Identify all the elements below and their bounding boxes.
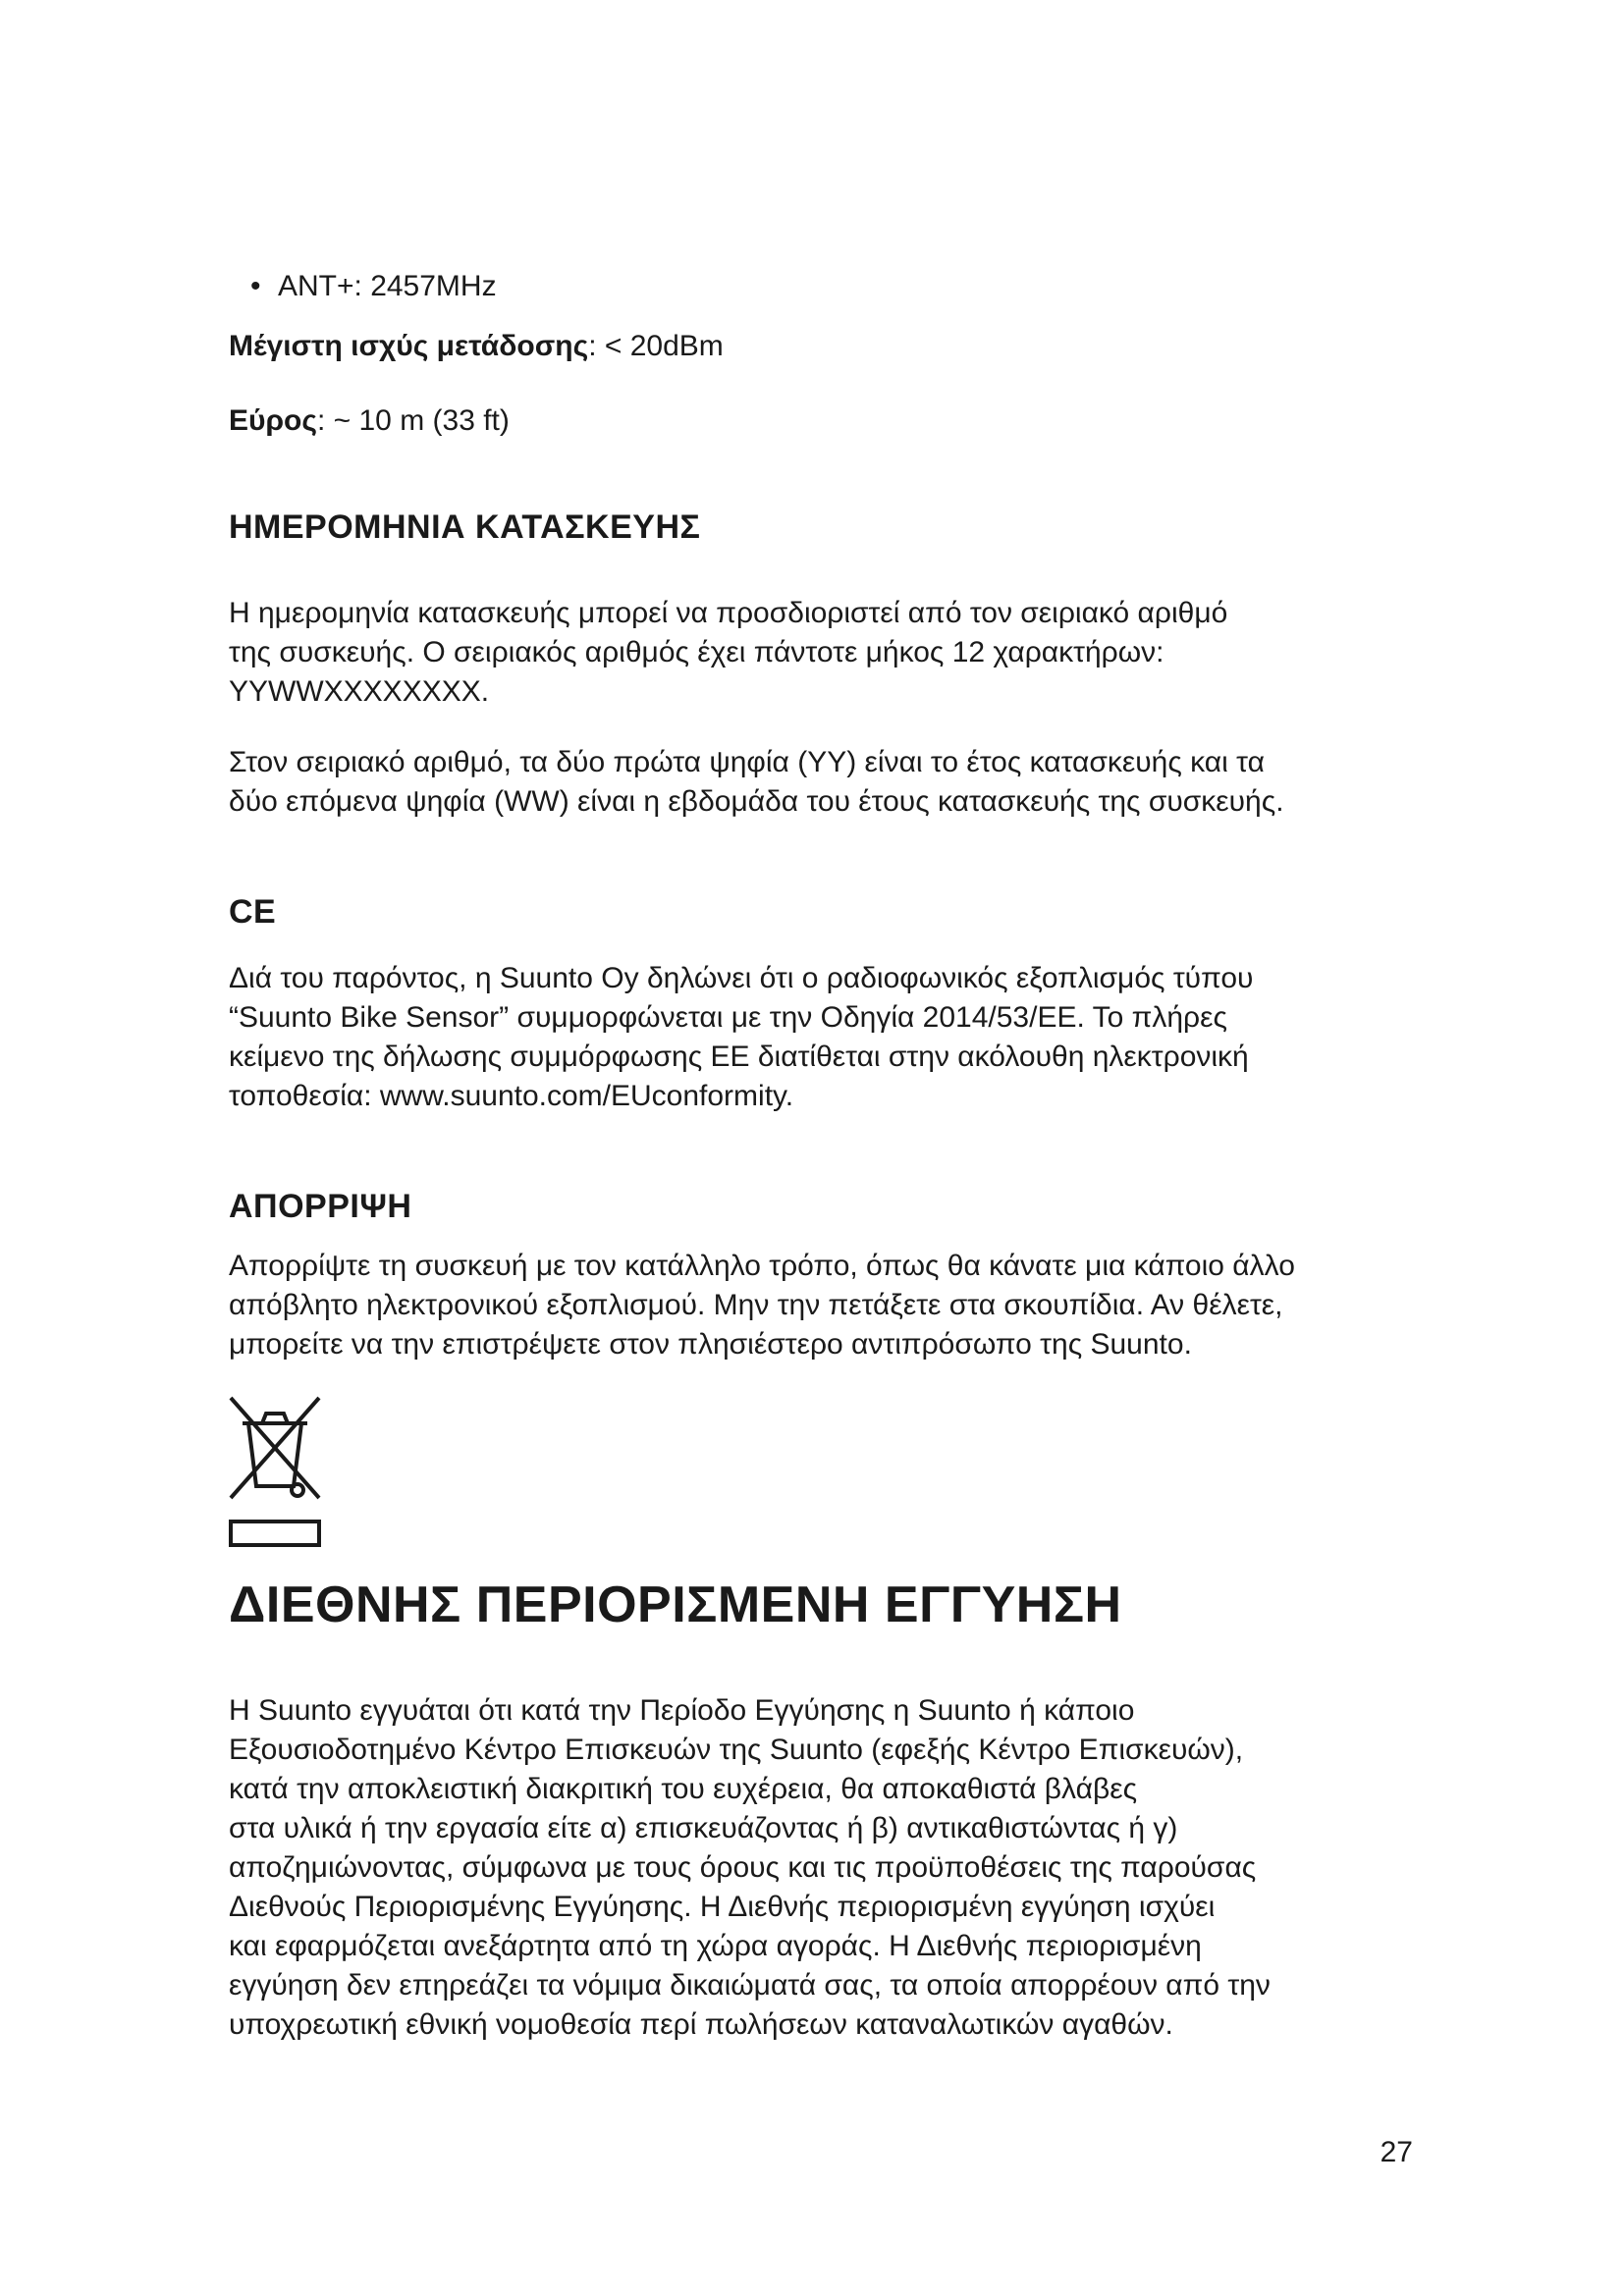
disposal-paragraph bbox=[229, 1247, 1407, 1364]
spec-power bbox=[229, 327, 724, 366]
text-line: και εφαρμόζεται ανεξάρτητα από τη χώρα αγοράς. Η Διεθνής περιορισμένη bbox=[229, 1930, 1202, 1962]
page-number: 27 bbox=[1380, 2136, 1413, 2168]
heading-ce: CE bbox=[229, 893, 277, 931]
manufacture-paragraph-1 bbox=[229, 594, 1407, 712]
text-line: τοποθεσία: www.suunto.com/EUconformity. bbox=[229, 1080, 794, 1112]
text-line: κείμενο της δήλωσης συμμόρφωσης ΕΕ διατίθεται στην ακόλουθη ηλεκτρονική bbox=[229, 1041, 1249, 1073]
text-line: κατά την αποκλειστική διακριτική του ευχέρεια, θα αποκαθιστά βλάβες bbox=[229, 1773, 1138, 1805]
spec-range-label: Εύρος bbox=[229, 404, 317, 437]
text-line: Διά του παρόντος, η Suunto Oy δηλώνει ότι ο ραδιοφωνικός εξοπλισμός τύπου bbox=[229, 962, 1254, 994]
warranty-paragraph bbox=[229, 1691, 1407, 2045]
bullet-dot: • bbox=[250, 270, 261, 302]
text-line: αποζημιώνοντας, σύμφωνα με τους όρους και τις προϋποθέσεις της παρούσας bbox=[229, 1851, 1257, 1884]
text-line: Στον σειριακό αριθμό, τα δύο πρώτα ψηφία (YY) είναι το έτος κατασκευής και τα bbox=[229, 746, 1265, 778]
spec-range bbox=[229, 401, 510, 441]
spec-power-label: Μέγιστη ισχύς μετάδοσης bbox=[229, 330, 589, 362]
text-line: της συσκευής. Ο σειριακός αριθμός έχει πάντοτε μήκος 12 χαρακτήρων: bbox=[229, 636, 1164, 668]
text-line: YYWWXXXXXXXX. bbox=[229, 675, 490, 708]
text-line: Απορρίψτε τη συσκευή με τον κατάλληλο τρόπο, όπως θα κάνατε μια κάποιο άλλο bbox=[229, 1250, 1295, 1282]
heading-disposal: ΑΠΟΡΡΙΨΗ bbox=[229, 1188, 412, 1225]
weee-crossed-bin-icon bbox=[229, 1396, 327, 1553]
spec-range-value: : ~ 10 m (33 ft) bbox=[316, 404, 510, 437]
text-line: Η Suunto εγγυάται ότι κατά την Περίοδο Εγγύησης η Suunto ή κάποιο bbox=[229, 1694, 1135, 1727]
bullet-text: ANT+: 2457MHz bbox=[278, 270, 497, 302]
heading-warranty: ΔΙΕΘΝΗΣ ΠΕΡΙΟΡΙΣΜΕΝΗ ΕΓΓΥΗΣΗ bbox=[229, 1576, 1122, 1633]
text-line: απόβλητο ηλεκτρονικού εξοπλισμού. Μην την πετάξετε στα σκουπίδια. Αν θέλετε, bbox=[229, 1289, 1283, 1321]
text-line: δύο επόμενα ψηφία (WW) είναι η εβδομάδα του έτους κατασκευής της συσκευής. bbox=[229, 785, 1284, 818]
text-line: μπορείτε να την επιστρέψετε στον πλησιέστερο αντιπρόσωπο της Suunto. bbox=[229, 1328, 1192, 1361]
text-line: υποχρεωτική εθνική νομοθεσία περί πωλήσεων καταναλωτικών αγαθών. bbox=[229, 2008, 1173, 2041]
text-line: Διεθνούς Περιορισμένης Εγγύησης. Η Διεθνής περιορισμένη εγγύηση ισχύει bbox=[229, 1891, 1216, 1923]
text-line: “Suunto Bike Sensor” συμμορφώνεται με την Οδηγία 2014/53/ΕΕ. Το πλήρες bbox=[229, 1001, 1227, 1034]
ce-paragraph bbox=[229, 959, 1407, 1116]
bullet-ant bbox=[250, 267, 497, 306]
text-line: εγγύηση δεν επηρεάζει τα νόμιμα δικαιώματά σας, τα οποία απορρέουν από την bbox=[229, 1969, 1271, 2002]
text-line: στα υλικά ή την εργασία είτε α) επισκευάζοντας ή β) αντικαθιστώντας ή γ) bbox=[229, 1812, 1178, 1844]
heading-manufacture-date: ΗΜΕΡΟΜΗΝΙΑ ΚΑΤΑΣΚΕΥΗΣ bbox=[229, 508, 701, 546]
text-line: Η ημερομηνία κατασκευής μπορεί να προσδιοριστεί από τον σειριακό αριθμό bbox=[229, 597, 1228, 629]
text-line: Εξουσιοδοτημένο Κέντρο Επισκευών της Suunto (εφεξής Κέντρο Επισκευών), bbox=[229, 1734, 1244, 1766]
manufacture-paragraph-2 bbox=[229, 743, 1407, 822]
spec-power-value: : < 20dBm bbox=[588, 330, 724, 362]
